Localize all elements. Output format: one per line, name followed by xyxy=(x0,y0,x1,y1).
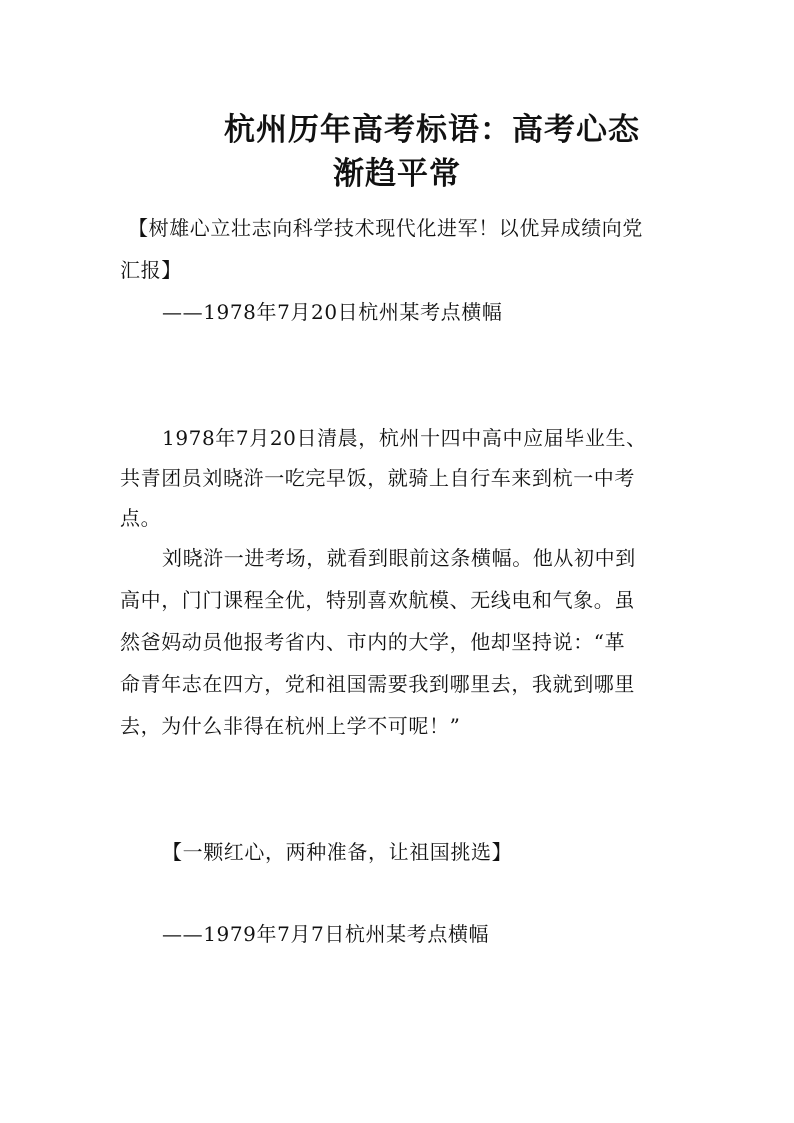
paragraph-1-line-2: 共青团员刘晓浒一吃完早饭，就骑上自行车来到杭一中考 xyxy=(120,466,635,490)
slogan-1-line-2: 汇报】 xyxy=(120,258,182,282)
slogan-1-source: ——1978年7月20日杭州某考点横幅 xyxy=(162,300,503,324)
slogan-2-source: ——1979年7月7日杭州某考点横幅 xyxy=(162,922,490,946)
document-title-line-1: 杭州历年高考标语：高考心态 xyxy=(224,112,640,148)
paragraph-1-line-1: 1978年7月20日清晨，杭州十四中高中应届毕业生、 xyxy=(162,426,647,450)
paragraph-2-line-1: 刘晓浒一进考场，就看到眼前这条横幅。他从初中到 xyxy=(162,546,636,570)
slogan-1-line-1: 【树雄心立壮志向科学技术现代化进军！以优异成绩向党 xyxy=(128,216,643,240)
slogan-2-text: 【一颗红心，两种准备，让祖国挑选】 xyxy=(162,840,513,864)
paragraph-2-line-5: 去，为什么非得在杭州上学不可呢！” xyxy=(120,714,461,738)
paragraph-1-line-3: 点。 xyxy=(120,506,162,530)
paragraph-2-line-3: 然爸妈动员他报考省内、市内的大学，他却坚持说：“革 xyxy=(120,630,626,654)
paragraph-2-line-4: 命青年志在四方，党和祖国需要我到哪里去，我就到哪里 xyxy=(120,672,635,696)
document-title-line-2: 渐趋平常 xyxy=(333,156,461,192)
paragraph-2-line-2: 高中，门门课程全优，特别喜欢航模、无线电和气象。虽 xyxy=(120,588,635,612)
